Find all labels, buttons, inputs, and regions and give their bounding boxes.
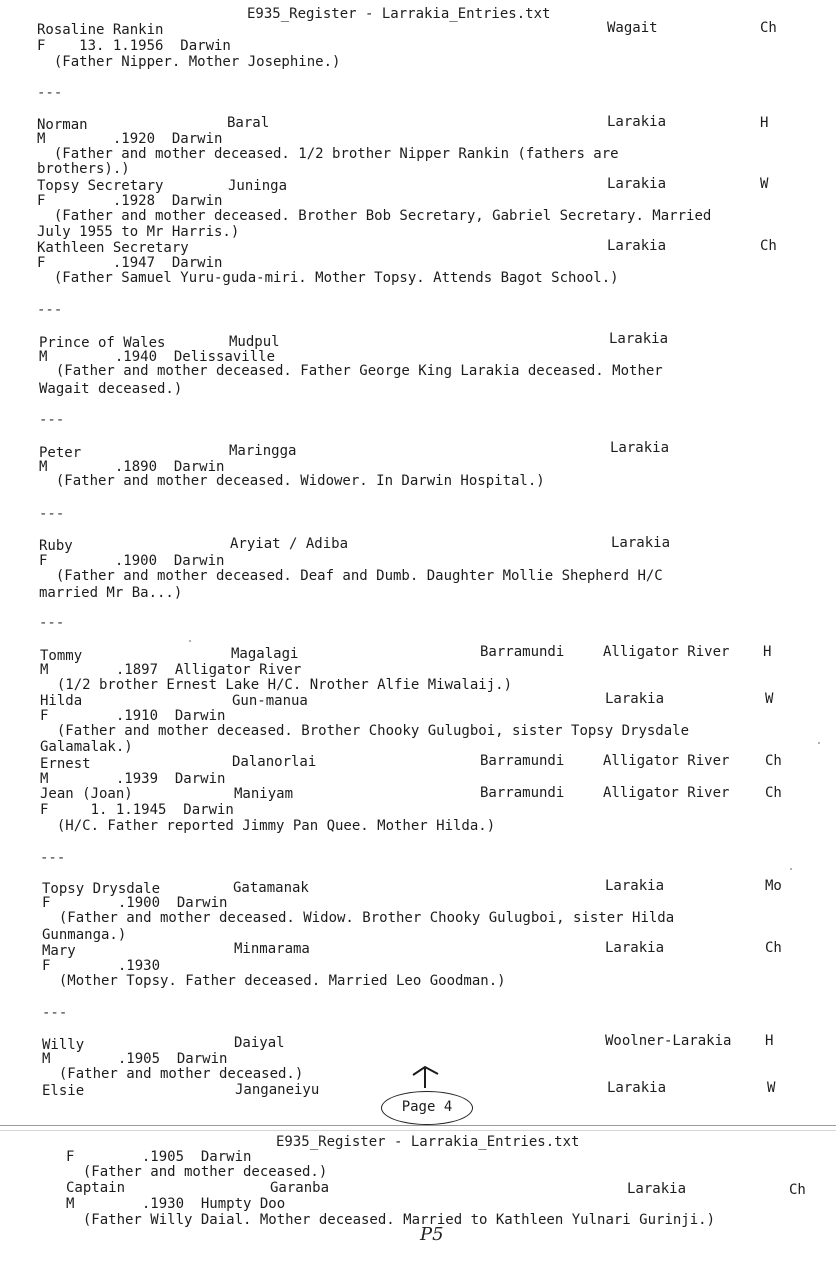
entry-note: (Father and mother deceased.) <box>42 1066 304 1082</box>
entry-details: F .1928 Darwin <box>37 193 223 209</box>
entry-tribal-name: Dalanorlai <box>232 754 317 770</box>
entry-tribal-name: Aryiat / Adiba <box>230 536 349 552</box>
entry-group: Barramundi <box>480 785 565 801</box>
entry-details: M .1939 Darwin <box>40 771 226 787</box>
entry-tribal-name: Garanba <box>270 1180 330 1196</box>
entry-name: Peter <box>39 445 82 461</box>
continued-note: (Father and mother deceased.) <box>66 1164 328 1180</box>
entry-note: Wagait deceased.) <box>39 381 183 397</box>
entry-status: H <box>760 115 769 131</box>
entry-status: Ch <box>760 238 777 254</box>
entry-note: (Father and mother deceased. Deaf and Dumb. Daughter Mollie Shepherd H/C <box>39 568 663 584</box>
entry-tribal-name: Maringga <box>229 443 297 459</box>
page-break-shadow <box>0 1130 836 1131</box>
entry-name: Jean (Joan) <box>40 786 133 802</box>
entry-separator: --- <box>39 506 65 522</box>
document-header: E935_Register - Larrakia_Entries.txt <box>276 1134 580 1150</box>
entry-details: M .1905 Darwin <box>42 1051 228 1067</box>
entry-name: Hilda <box>40 693 83 709</box>
entry-status: Mo <box>765 878 782 894</box>
entry-details: M .1890 Darwin <box>39 459 225 475</box>
entry-name: Norman <box>37 117 88 133</box>
entry-place: Larakia <box>605 878 665 894</box>
entry-note: married Mr Ba...) <box>39 585 183 601</box>
entry-details: M .1930 Humpty Doo <box>66 1196 286 1212</box>
document-header: E935_Register - Larrakia_Entries.txt <box>247 6 551 22</box>
entry-note: (Father and mother deceased. Father George King Larakia deceased. Mother <box>39 363 663 379</box>
entry-name: Mary <box>42 943 76 959</box>
entry-place: Larakia <box>607 114 667 130</box>
entry-note: (H/C. Father reported Jimmy Pan Quee. Mother Hilda.) <box>40 818 496 834</box>
entry-separator: --- <box>39 412 65 428</box>
entry-name: Rosaline Rankin <box>37 22 164 38</box>
entry-tribal-name: Daiyal <box>234 1035 285 1051</box>
entry-place: Alligator River <box>603 644 730 660</box>
entry-name: Topsy Drysdale <box>42 881 161 897</box>
entry-place: Larakia <box>607 176 667 192</box>
page-number-circle <box>381 1091 473 1125</box>
entry-note: (Father and mother deceased. Brother Chooky Gulugboi, sister Topsy Drysdale <box>40 723 690 739</box>
entry-status: Ch <box>760 20 777 36</box>
entry-name: Captain <box>66 1180 126 1196</box>
entry-tribal-name: Magalagi <box>231 646 299 662</box>
entry-place: Larakia <box>607 238 667 254</box>
entry-tribal-name: Gatamanak <box>233 880 309 896</box>
entry-details: F 13. 1.1956 Darwin <box>37 38 231 54</box>
entry-tribal-name: Juninga <box>228 178 288 194</box>
entry-status: H <box>763 644 772 660</box>
entry-place: Larakia <box>605 940 665 956</box>
page-number-label: Page 4 <box>401 1099 453 1115</box>
entry-place: Alligator River <box>603 753 730 769</box>
entry-place: Larakia <box>605 691 665 707</box>
entry-name: Elsie <box>42 1083 85 1099</box>
entry-place: Larakia <box>611 535 671 551</box>
entry-name: Ernest <box>40 756 91 772</box>
entry-details: F .1910 Darwin <box>40 708 226 724</box>
entry-name: Ruby <box>39 538 73 554</box>
entry-details: M .1897 Alligator River <box>40 662 302 678</box>
entry-tribal-name: Minmarama <box>234 941 310 957</box>
entry-status: H <box>765 1033 774 1049</box>
entry-note: Gunmanga.) <box>42 927 127 943</box>
entry-separator: --- <box>42 1005 68 1021</box>
entry-details: M .1920 Darwin <box>37 131 223 147</box>
entry-note: Galamalak.) <box>40 739 133 755</box>
entry-place: Larakia <box>609 331 669 347</box>
entry-name: Tommy <box>40 648 83 664</box>
entry-note: July 1955 to Mr Harris.) <box>37 224 240 240</box>
entry-status: W <box>767 1080 776 1096</box>
entry-status: W <box>760 176 769 192</box>
entry-note: (Father and mother deceased. Widower. In Darwin Hospital.) <box>39 473 545 489</box>
entry-details: M .1940 Delissaville <box>39 349 276 365</box>
entry-tribal-name: Maniyam <box>234 786 294 802</box>
entry-note: (Father and mother deceased. Brother Bob Secretary, Gabriel Secretary. Married <box>37 208 712 224</box>
entry-name: Willy <box>42 1037 85 1053</box>
entry-place: Larakia <box>607 1080 667 1096</box>
entry-details: F .1900 Darwin <box>39 553 225 569</box>
entry-status: Ch <box>765 753 782 769</box>
entry-note: brothers).) <box>37 161 130 177</box>
entry-name: Prince of Wales <box>39 335 166 351</box>
entry-note: (Father and mother deceased. 1/2 brother Nipper Rankin (fathers are <box>37 146 619 162</box>
entry-separator: --- <box>39 615 65 631</box>
entry-place: Larakia <box>610 440 670 456</box>
scan-speck <box>818 742 820 744</box>
entry-status: Ch <box>789 1182 806 1198</box>
entry-note: (Father Willy Daial. Mother deceased. Married to Kathleen Yulnari Gurinji.) <box>66 1212 716 1228</box>
entry-note: (Mother Topsy. Father deceased. Married Leo Goodman.) <box>42 973 506 989</box>
entry-group: Barramundi <box>480 753 565 769</box>
entry-status: Ch <box>765 940 782 956</box>
entry-details: F .1930 <box>42 958 161 974</box>
entry-note: (Father Samuel Yuru-guda-miri. Mother Topsy. Attends Bagot School.) <box>37 270 619 286</box>
entry-place: Woolner-Larakia <box>605 1033 732 1049</box>
entry-note: (1/2 brother Ernest Lake H/C. Nrother Alfie Miwalaij.) <box>40 677 513 693</box>
entry-separator: --- <box>40 850 66 866</box>
handwritten-page-number: P5 <box>420 1224 444 1245</box>
entry-tribal-name: Mudpul <box>229 334 280 350</box>
entry-group: Barramundi <box>480 644 565 660</box>
arrow-up-icon <box>408 1064 442 1090</box>
scan-speck <box>790 868 792 870</box>
continued-details: F .1905 Darwin <box>66 1149 252 1165</box>
entry-status: W <box>765 691 774 707</box>
entry-place: Larakia <box>627 1181 687 1197</box>
entry-name: Topsy Secretary <box>37 178 164 194</box>
entry-status: Ch <box>765 785 782 801</box>
entry-tribal-name: Baral <box>227 115 270 131</box>
page-break-divider <box>0 1125 836 1126</box>
entry-tribal-name: Gun-manua <box>232 693 308 709</box>
entry-note: (Father Nipper. Mother Josephine.) <box>37 54 341 70</box>
entry-details: F .1947 Darwin <box>37 255 223 271</box>
entry-tribal-name: Janganeiyu <box>235 1082 320 1098</box>
scan-speck <box>189 640 191 642</box>
entry-note: (Father and mother deceased. Widow. Brother Chooky Gulugboi, sister Hilda <box>42 910 675 926</box>
entry-separator: --- <box>37 85 63 101</box>
entry-separator: --- <box>37 302 63 318</box>
entry-place: Alligator River <box>603 785 730 801</box>
entry-place: Wagait <box>607 20 658 36</box>
entry-details: F 1. 1.1945 Darwin <box>40 802 234 818</box>
entry-details: F .1900 Darwin <box>42 895 228 911</box>
entry-name: Kathleen Secretary <box>37 240 189 256</box>
